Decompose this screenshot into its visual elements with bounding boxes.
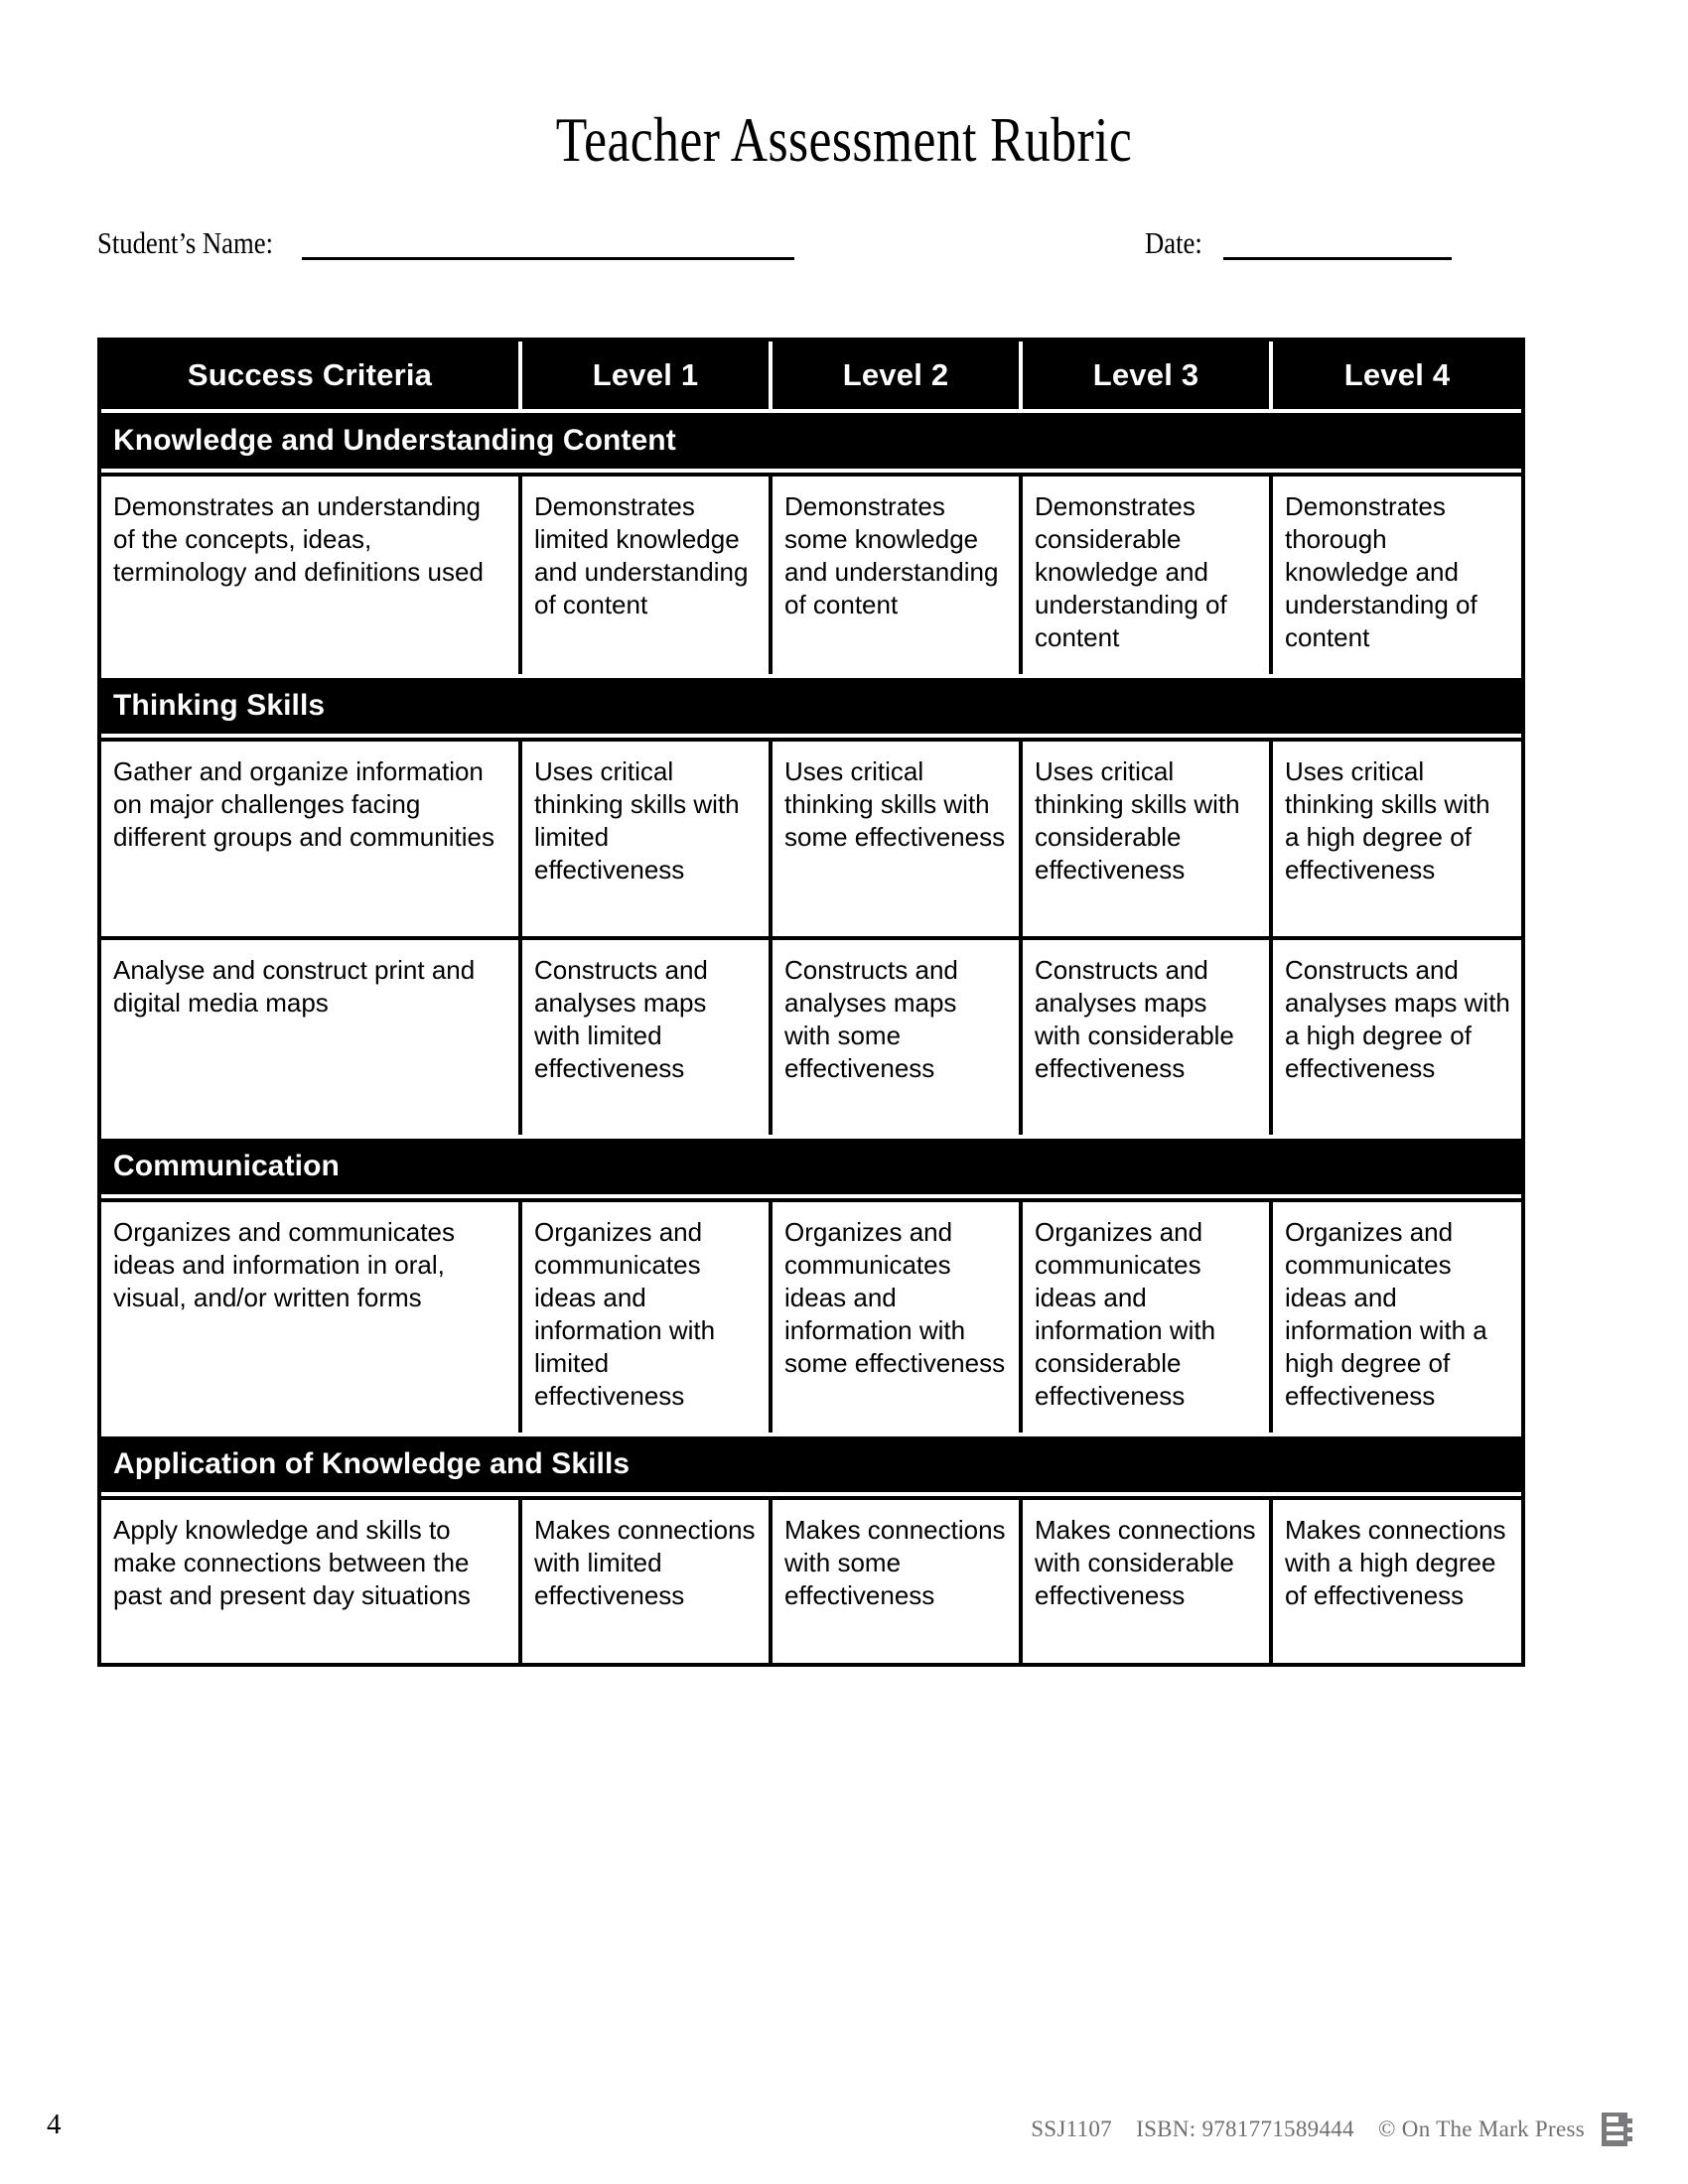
table-row	[101, 738, 1521, 936]
section-header-application	[101, 1433, 1521, 1496]
level-2-descriptor: Uses critical thinking skills with some effectiveness	[769, 742, 1019, 936]
level-3-descriptor: Organizes and communicates ideas and information with considerable effectiveness	[1019, 1202, 1269, 1433]
section-title: Communication	[113, 1150, 340, 1182]
level-3-descriptor: Demonstrates considerable knowledge and understanding of content	[1019, 477, 1269, 674]
criteria-description: Demonstrates an understanding of the concepts, ideas, terminology and definitions used	[113, 491, 484, 587]
level-4-descriptor: Organizes and communicates ideas and information with a high degree of effectiveness	[1269, 1202, 1521, 1433]
column-header-level-1: Level 1	[518, 341, 769, 409]
column-header-level-3: Level 3	[1019, 341, 1269, 409]
level-2-descriptor: Constructs and analyses maps with some effectiveness	[769, 940, 1019, 1135]
date-input[interactable]	[1223, 229, 1452, 260]
level-4-descriptor: Makes connections with a high degree of effectiveness	[1269, 1500, 1521, 1663]
table-row	[101, 936, 1521, 1135]
product-code: SSJ1107	[1031, 2116, 1112, 2141]
level-4-descriptor: Uses critical thinking skills with a high degree of effectiveness	[1269, 742, 1521, 936]
criteria-description: Apply knowledge and skills to make connections between the past and present day situations	[113, 1515, 471, 1610]
level-3-descriptor: Uses critical thinking skills with considerable effectiveness	[1019, 742, 1269, 936]
student-name-input[interactable]	[302, 229, 794, 260]
table-row	[101, 473, 1521, 674]
section-header-knowledge	[101, 409, 1521, 473]
table-header-row	[101, 341, 1521, 409]
section-title: Knowledge and Understanding Content	[113, 424, 676, 457]
column-header-level-2: Level 2	[769, 341, 1019, 409]
level-3-descriptor: Constructs and analyses maps with considerable effectiveness	[1019, 940, 1269, 1135]
section-title: Thinking Skills	[113, 689, 326, 722]
table-row	[101, 1198, 1521, 1433]
level-2-descriptor: Organizes and communicates ideas and information with some effectiveness	[769, 1202, 1019, 1433]
level-1-descriptor: Makes connections with limited effectiveness	[518, 1500, 769, 1663]
column-header-success-criteria: Success Criteria	[187, 357, 433, 392]
section-header-thinking-skills	[101, 674, 1521, 738]
page-number: 4	[47, 2109, 62, 2140]
level-4-descriptor: Demonstrates thorough knowledge and understanding of content	[1269, 477, 1521, 674]
book-document-icon	[1599, 2109, 1636, 2150]
student-name-field-group	[97, 226, 794, 260]
level-2-descriptor: Demonstrates some knowledge and understanding of content	[769, 477, 1019, 674]
date-field-group	[1145, 226, 1452, 260]
publisher-name: © On The Mark Press	[1377, 2116, 1585, 2141]
date-label: Date:	[1145, 225, 1202, 260]
criteria-description: Gather and organize information on major challenges facing different groups and communities	[113, 756, 494, 852]
level-2-descriptor: Makes connections with some effectiveness	[769, 1500, 1019, 1663]
level-3-descriptor: Makes connections with considerable effectiveness	[1019, 1500, 1269, 1663]
table-row	[101, 1496, 1521, 1663]
form-field-row	[97, 226, 1517, 272]
column-header-level-4: Level 4	[1269, 341, 1521, 409]
footer-credit	[1031, 2116, 1585, 2142]
student-name-label: Student’s Name:	[97, 225, 273, 260]
section-header-communication	[101, 1135, 1521, 1198]
page-title: Teacher Assessment Rubric	[555, 105, 1133, 175]
level-1-descriptor: Constructs and analyses maps with limited effectiveness	[518, 940, 769, 1135]
criteria-description: Analyse and construct print and digital media maps	[113, 955, 476, 1018]
criteria-description: Organizes and communicates ideas and information in oral, visual, and/or written forms	[113, 1217, 455, 1312]
isbn-text: ISBN: 9781771589444	[1136, 2116, 1354, 2141]
level-1-descriptor: Uses critical thinking skills with limited effectiveness	[518, 742, 769, 936]
level-4-descriptor: Constructs and analyses maps with a high degree of effectiveness	[1269, 940, 1521, 1135]
rubric-table	[97, 338, 1525, 1667]
level-1-descriptor: Demonstrates limited knowledge and understanding of content	[518, 477, 769, 674]
section-title: Application of Knowledge and Skills	[113, 1447, 631, 1480]
level-1-descriptor: Organizes and communicates ideas and information with limited effectiveness	[518, 1202, 769, 1433]
